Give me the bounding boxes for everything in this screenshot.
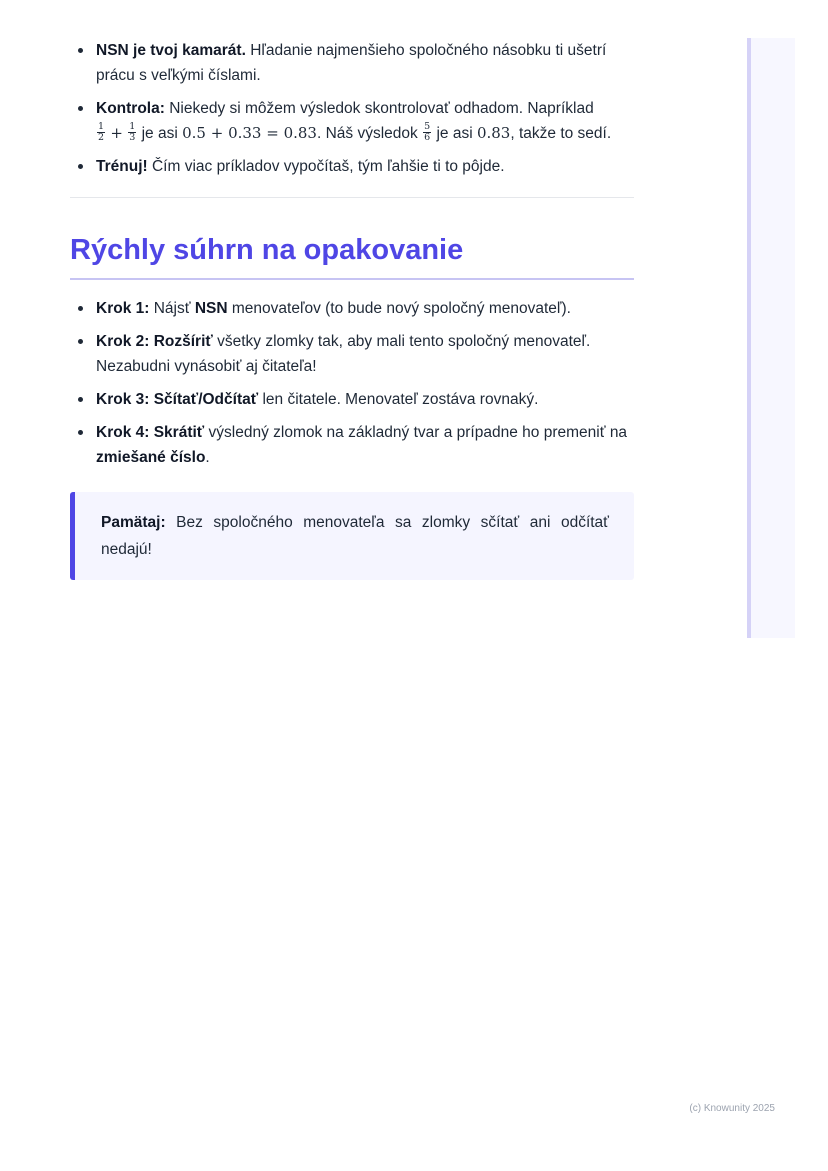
reminder-callout bbox=[70, 492, 634, 580]
fraction-five-sixths: $\frac{5}{6}$ bbox=[424, 121, 431, 144]
page-content bbox=[70, 38, 634, 580]
section-title: Rýchly súhrn na opakovanie bbox=[70, 232, 634, 280]
approx-value: 0.83 bbox=[476, 124, 511, 142]
list-item bbox=[70, 154, 634, 179]
tip-title: NSN je tvoj kamarát. bbox=[96, 42, 246, 59]
tip-text: Čím viac príkladov vypočítaš, tým ľahšie ti to pôjde. bbox=[147, 158, 505, 175]
tip-title: Trénuj! bbox=[96, 158, 148, 175]
tip-text: . Náš výsledok bbox=[316, 125, 423, 142]
fraction-one-half: $\frac{1}{2}$ bbox=[98, 121, 105, 144]
list-item bbox=[70, 38, 634, 88]
copyright-footer: (c) Knowunity 2025 bbox=[689, 1103, 775, 1114]
tip-text: Niekedy si môžem výsledok skontrolovať odhadom. Napríklad bbox=[164, 100, 594, 117]
steps-list bbox=[70, 296, 634, 470]
section-divider bbox=[70, 197, 634, 198]
tips-list bbox=[70, 38, 634, 179]
list-item: Krok 3: Sčítať/Odčítať len čitatele. Menovateľ zostáva rovnaký. bbox=[70, 387, 634, 412]
plus-sign: + bbox=[110, 124, 123, 142]
list-item bbox=[70, 96, 634, 146]
list-item: Krok 1: Nájsť NSN menovateľov (to bude nový spoločný menovateľ). bbox=[70, 296, 634, 321]
side-panel bbox=[747, 38, 795, 638]
tip-text: je asi bbox=[137, 125, 183, 142]
tip-text: je asi bbox=[432, 125, 477, 142]
callout-text: Bez spoločného menovateľa sa zlomky sčítať ani odčítať nedajú! bbox=[101, 514, 609, 558]
list-item: Krok 4: Skrátiť výsledný zlomok na základný tvar a prípadne ho premeniť na zmiešané číslo. bbox=[70, 420, 634, 470]
tip-title: Kontrola: bbox=[96, 100, 165, 117]
callout-title: Pamätaj: bbox=[101, 514, 166, 531]
fraction-one-third: $\frac{1}{3}$ bbox=[129, 121, 136, 144]
tip-text: Hľadanie najmenšieho spoločného násobku ti ušetrí prácu s veľkými číslami. bbox=[96, 42, 607, 84]
list-item: Krok 2: Rozšíriť všetky zlomky tak, aby mali tento spoločný menovateľ. Nezabudni vynásobiť aj čitateľa! bbox=[70, 329, 634, 379]
estimate-calculation: 0.5 + 0.33 = 0.83 bbox=[182, 124, 317, 142]
tip-text: , takže to sedí. bbox=[510, 125, 612, 142]
